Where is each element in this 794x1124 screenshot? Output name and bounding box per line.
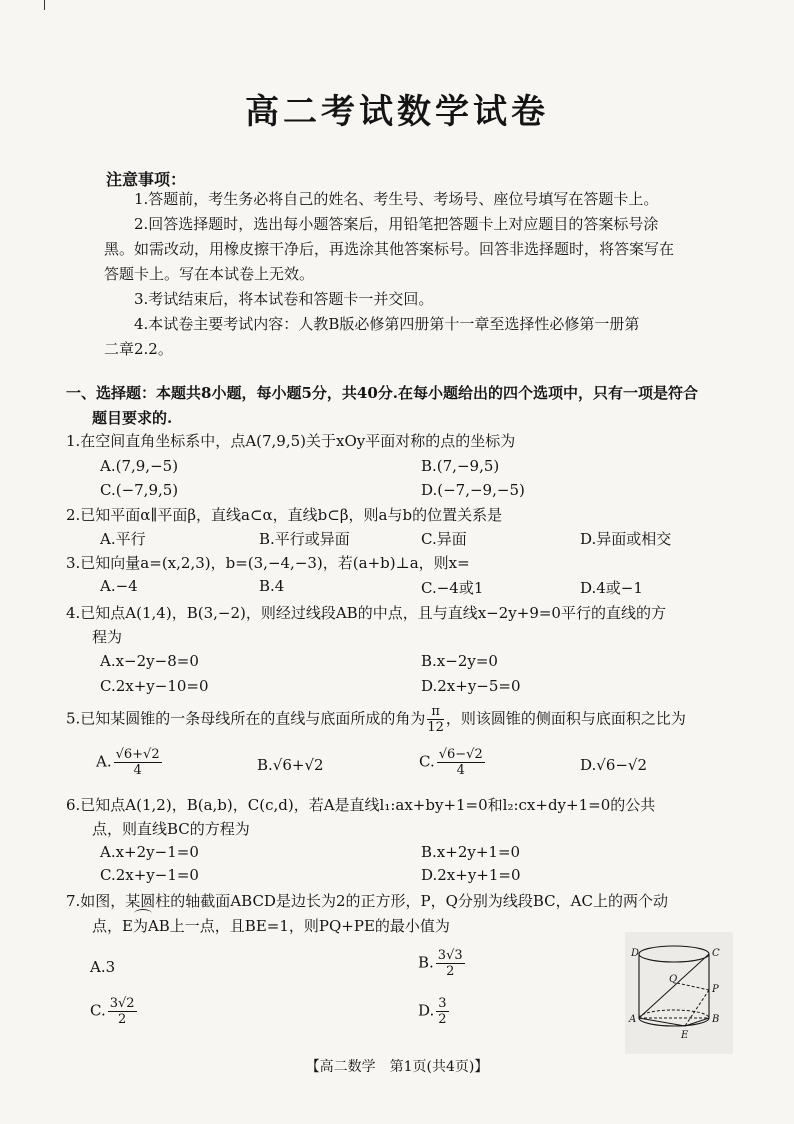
q4-option-d: D.2x+y−5=0 [421, 677, 521, 695]
q5-c-den: 4 [456, 763, 465, 778]
q1-option-a: A.(7,9,−5) [100, 457, 179, 475]
notes-line-3: 黑。如需改动，用橡皮擦干净后，再选涂其他答案标号。回答非选择题时，将答案写在 [104, 240, 675, 258]
q5-a-label: A. [96, 752, 112, 771]
cylinder-figure [625, 932, 733, 1054]
q7-c-num: 3√2 [109, 996, 135, 1011]
segment-ea [639, 1018, 685, 1026]
label-p: P [712, 984, 719, 995]
label-b: B [712, 1014, 720, 1025]
question-2-stem: 2.已知平面α∥平面β，直线a⊂α，直线b⊂β，则a与b的位置关系是 [66, 506, 503, 524]
q6-option-a: A.x+2y−1=0 [100, 843, 199, 861]
question-3-stem: 3.已知向量a=(x,2,3)，b=(3,−4,−3)，若(a+b)⊥a，则x= [66, 554, 470, 572]
label-d: D [631, 948, 640, 959]
question-7-stem: 7.如图，某圆柱的轴截面ABCD是边长为2的正方形，P，Q分别为线段BC，AC上的两个动 [66, 892, 668, 910]
q2-option-a: A.平行 [100, 530, 146, 548]
q7-d-fraction [436, 996, 448, 1027]
bottom-back-arc [639, 1010, 709, 1018]
q7-option-b [418, 948, 467, 979]
question-1-stem: 1.在空间直角坐标系中，点A(7,9,5)关于xOy平面对称的点的坐标为 [66, 432, 516, 450]
segment-qp [677, 983, 709, 990]
notes-heading: 注意事项： [106, 170, 187, 189]
q6-option-d: D.2x+y+1=0 [421, 866, 521, 884]
q5-c-label: C. [419, 752, 435, 771]
label-a: A [629, 1014, 637, 1025]
q7-b-den: 2 [446, 964, 455, 979]
q7-d-label: D. [418, 1001, 435, 1020]
scan-mark [44, 0, 45, 10]
question-6-stem-cont: 点，则直线BC的方程为 [92, 820, 250, 838]
label-c: C [712, 948, 720, 959]
q5-angle-den: 12 [427, 720, 444, 735]
q4-option-a: A.x−2y−8=0 [100, 652, 199, 670]
section-heading-cont: 题目要求的. [92, 409, 173, 427]
q2-option-d: D.异面或相交 [580, 530, 672, 548]
q2-option-b: B.平行或异面 [259, 530, 350, 548]
q3-option-c: C.−4或1 [421, 579, 484, 597]
q7-c-label: C. [90, 1001, 106, 1020]
diagonal-ac [639, 954, 709, 1018]
section-heading: 一、选择题：本题共8小题，每小题5分，共40分.在每小题给出的四个选项中，只有一项是符合 [66, 384, 698, 402]
q1-option-d: D.(−7,−9,−5) [421, 481, 525, 499]
q7-b-num: 3√3 [437, 948, 463, 963]
q5-option-d: D.√6−√2 [580, 756, 648, 774]
q3-option-a: A.−4 [100, 577, 138, 595]
q1-option-b: B.(7,−9,5) [421, 457, 500, 475]
q4-option-b: B.x−2y=0 [421, 652, 498, 670]
label-e: E [681, 1030, 689, 1041]
notes-line-2: 2.回答选择题时，选出每小题答案后，用铅笔把答题卡上对应题目的答案标号涂 [134, 215, 659, 233]
q1-option-c: C.(−7,9,5) [100, 481, 179, 499]
q7-option-d [418, 996, 451, 1027]
q5-angle-fraction [427, 704, 444, 735]
q5-c-fraction [437, 747, 485, 778]
q5-a-fraction [114, 747, 162, 778]
q6-option-c: C.2x+y−1=0 [100, 866, 199, 884]
q5-option-a [96, 747, 164, 778]
question-7-stem-cont: 点，E为AB上一点，且BE=1，则PQ+PE的最小值为 [92, 917, 450, 935]
q5-a-num: √6+√2 [115, 747, 160, 762]
q5-angle-num: π [427, 704, 444, 720]
q7-b-label: B. [418, 953, 434, 972]
question-5-stem [66, 704, 686, 735]
q7-option-a: A.3 [90, 958, 116, 976]
q5-c-num: √6−√2 [438, 747, 483, 762]
notes-line-7: 二章2.2。 [104, 340, 173, 358]
q7-d-den: 2 [438, 1012, 447, 1027]
label-q: Q [669, 974, 678, 985]
q5-option-c [419, 747, 487, 778]
page-title: 高二考试数学试卷 [245, 92, 549, 132]
notes-line-6: 4.本试卷主要考试内容：人教B版必修第四册第十一章至选择性必修第一册第 [134, 315, 640, 333]
q7-c-fraction [108, 996, 137, 1027]
question-4-stem-cont: 程为 [92, 628, 123, 646]
q2-option-c: C.异面 [421, 530, 467, 548]
cylinder-diagram [625, 932, 733, 1054]
arc-mark-ab [134, 909, 152, 918]
notes-line-4: 答题卡上。写在本试卷上无效。 [104, 265, 315, 283]
q5-a-den: 4 [133, 763, 142, 778]
q5-stem-post: ，则该圆锥的侧面积与底面积之比为 [445, 709, 686, 728]
top-ellipse [639, 946, 709, 962]
q7-d-num: 3 [438, 996, 447, 1011]
q5-option-b: B.√6+√2 [257, 756, 324, 774]
page-footer: 【高二数学 第1页(共4页)】 [305, 1059, 489, 1075]
q7-b-fraction [436, 948, 465, 979]
q7-c-den: 2 [117, 1012, 127, 1027]
segment-pe [685, 990, 709, 1026]
q7-option-c [90, 996, 139, 1027]
q3-option-d: D.4或−1 [580, 579, 643, 597]
question-6-stem: 6.已知点A(1,2)，B(a,b)，C(c,d)，若A是直线l₁:ax+by+1=0和l₂:cx+dy+1=0的公共 [66, 796, 656, 814]
q6-option-b: B.x+2y+1=0 [421, 843, 521, 861]
q3-option-b: B.4 [259, 577, 285, 595]
q5-stem-pre: 5.已知某圆锥的一条母线所在的直线与底面所成的角为 [66, 709, 426, 728]
q4-option-c: C.2x+y−10=0 [100, 677, 209, 695]
notes-line-1: 1.答题前，考生务必将自己的姓名、考生号、考场号、座位号填写在答题卡上。 [134, 190, 659, 208]
notes-line-5: 3.考试结束后，将本试卷和答题卡一并交回。 [134, 290, 434, 308]
question-4-stem: 4.已知点A(1,4)，B(3,−2)，则经过线段AB的中点，且与直线x−2y+9=0平行的直线的方 [66, 604, 666, 622]
